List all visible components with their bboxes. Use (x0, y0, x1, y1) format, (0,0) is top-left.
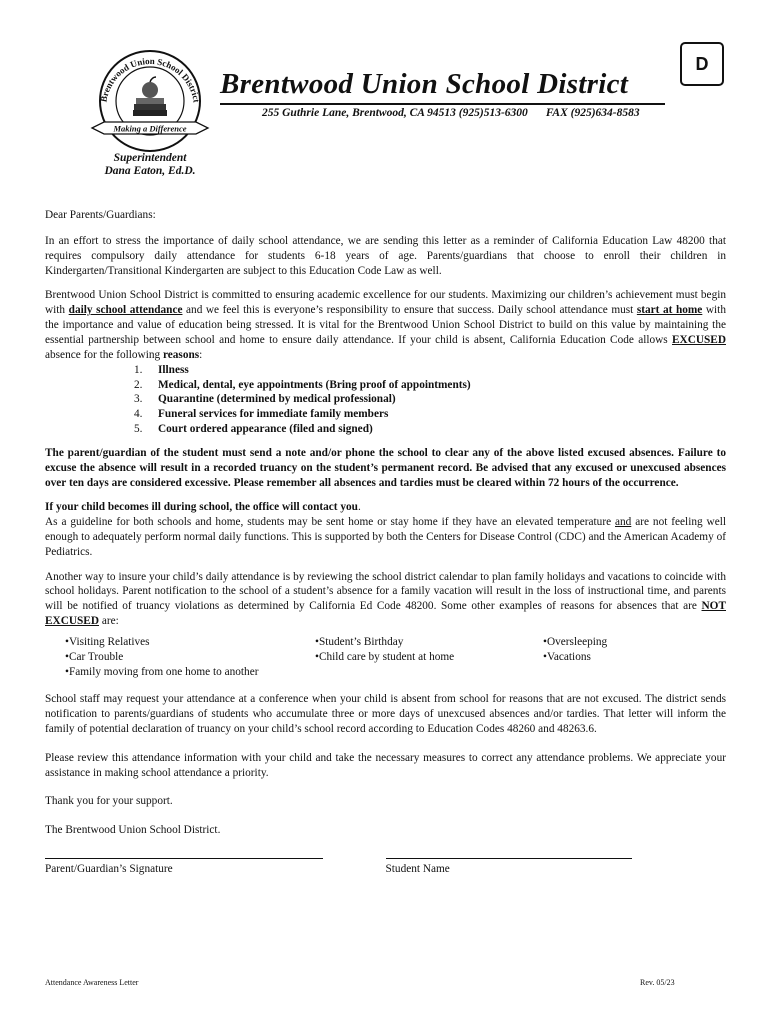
paragraph-notice: The parent/guardian of the student must send a note and/or phone the school to clear any of the above listed excused absences. Failure to excuse the absence will result in a recorded truancy on the student’s permanent record. Be advised that any excused or unexcused absences over ten days are considered excessive. Please remember all absences and tardies must be cleared within 72 hours of the occurrence. (45, 447, 726, 489)
not-excused-columns (65, 635, 726, 680)
list-item: • Visiting Relatives (65, 635, 315, 650)
letter-body (45, 208, 726, 877)
signature-row (45, 850, 726, 877)
paragraph-conference: School staff may request your attendance at a conference when your child is absent from school for reasons that are not excused. The district sends notification to parents/guardians of students who accumulate three or more days of unexcused absences and/or tardies. That letter will inform the family of potential declaration of truancy on your child’s school record according to Education Codes 48260 and 48263.6. (45, 692, 726, 735)
paragraph-closing: The Brentwood Union School District. (45, 824, 221, 837)
paragraph-commitment: Brentwood Union School District is committed to ensuring academic excellence for our students. Maximizing our children’s achievement must begin with daily school attendance and we feel this is everyone’s responsibility to ensure that success. Daily school attendance must start at home with the importance and value of education being stressed. It is vital for the Brentwood Union School District to build on this value by maintaining the essential partnership between school and home to ensure daily attendance. If your child is absent, California Education Code allows EXCUSED absence for the following reasons: (45, 289, 726, 361)
list-item: • Vacations (543, 650, 607, 665)
seal-graphic (90, 46, 210, 166)
list-item: 3. Quarantine (determined by medical professional) (134, 393, 396, 406)
document-letter-box: D (680, 42, 724, 86)
district-name: Brentwood Union School District (220, 68, 629, 100)
reasons-word: reasons (162, 348, 200, 361)
parent-signature-line[interactable] (45, 858, 323, 859)
fax-text: FAX (925)634-8583 (545, 107, 640, 119)
not-excused-col-3 (543, 635, 607, 680)
footer-revision: Rev. 05/23 (640, 978, 675, 987)
excused-reasons-list (45, 363, 726, 438)
paragraph-review: Please review this attendance information with your child and take the necessary measures to correct any attendance problems. We appreciate your assistance in making school attendance a priority. (45, 751, 726, 779)
underline-daily-attendance: daily school attendance (68, 304, 183, 317)
illness-heading: If your child becomes ill during school, the office will contact you (45, 501, 358, 514)
footer-document-title: Attendance Awareness Letter (45, 978, 139, 987)
list-item: • Family moving from one home to another (65, 665, 315, 680)
not-excused-col-1 (65, 635, 315, 680)
underline-and: and (615, 516, 632, 529)
underline-start-at-home: start at home (636, 304, 703, 317)
seal-ring-text: Brentwood Union School District (98, 55, 202, 104)
paragraph-illness: If your child becomes ill during school, the office will contact you. As a guideline for both schools and home, students may be sent home or stay home if they have an elevated temperature and are not feeling well enough to adequately perform normal daily functions. This is supported by both the Centers for Disease Control (CDC) and the American Academy of Pediatrics. (45, 501, 726, 559)
paragraph-calendar: Another way to insure your child’s daily attendance is by reviewing the school district calendar to plan family holidays and vacations to coincide with school holidays. Parent notification to the school of a student’s absence for a family vacation will result in the loss of instructional time, and parents will be notified of truancy violations as determined by California Ed Code 48200. Some other examples of reasons for absences that are NOT EXCUSED are: (45, 570, 726, 628)
list-item: 2. Medical, dental, eye appointments (Bring proof of appointments) (134, 378, 471, 391)
underline-excused: EXCUSED (672, 333, 726, 346)
list-item: 5. Court ordered appearance (filed and signed) (134, 423, 373, 436)
student-name-line[interactable] (386, 858, 632, 859)
list-item: • Student’s Birthday (315, 635, 543, 650)
paragraph-intro: In an effort to stress the importance of daily school attendance, we are sending this letter as a reminder of California Education Law 48200 that requires compulsory daily attendance for students 6-18 years of age. Parents/guardians that choose to enroll their children in Kindergarten/Transitional Kindergarten are subject to this Education Code Law as well. (45, 234, 726, 277)
parent-signature-label: Parent/Guardian’s Signature (45, 863, 173, 876)
list-item: 4. Funeral services for immediate family members (134, 408, 389, 421)
list-item: 1. Illness (134, 363, 189, 376)
not-excused-col-2 (315, 635, 543, 680)
list-item: • Child care by student at home (315, 650, 543, 665)
list-item: • Oversleeping (543, 635, 607, 650)
list-item: • Car Trouble (65, 650, 315, 665)
district-address (262, 107, 640, 119)
student-name-block (386, 850, 727, 877)
paragraph-thanks: Thank you for your support. (45, 795, 173, 808)
underline-not-excused: NOT EXCUSED (45, 600, 726, 628)
superintendent-name: Dana Eaton, Ed.D. (104, 165, 196, 177)
superintendent-title: Superintendent (113, 152, 187, 164)
seal-motto: Making a Difference (113, 123, 187, 134)
header-divider (220, 103, 665, 105)
salutation: Dear Parents/Guardians: (45, 209, 156, 221)
student-name-label: Student Name (385, 863, 450, 876)
superintendent-block (90, 152, 210, 178)
parent-signature-block (45, 850, 386, 877)
address-text: 255 Guthrie Lane, Brentwood, CA 94513 (925)513-6300 (262, 107, 528, 119)
district-seal-logo (90, 46, 210, 166)
